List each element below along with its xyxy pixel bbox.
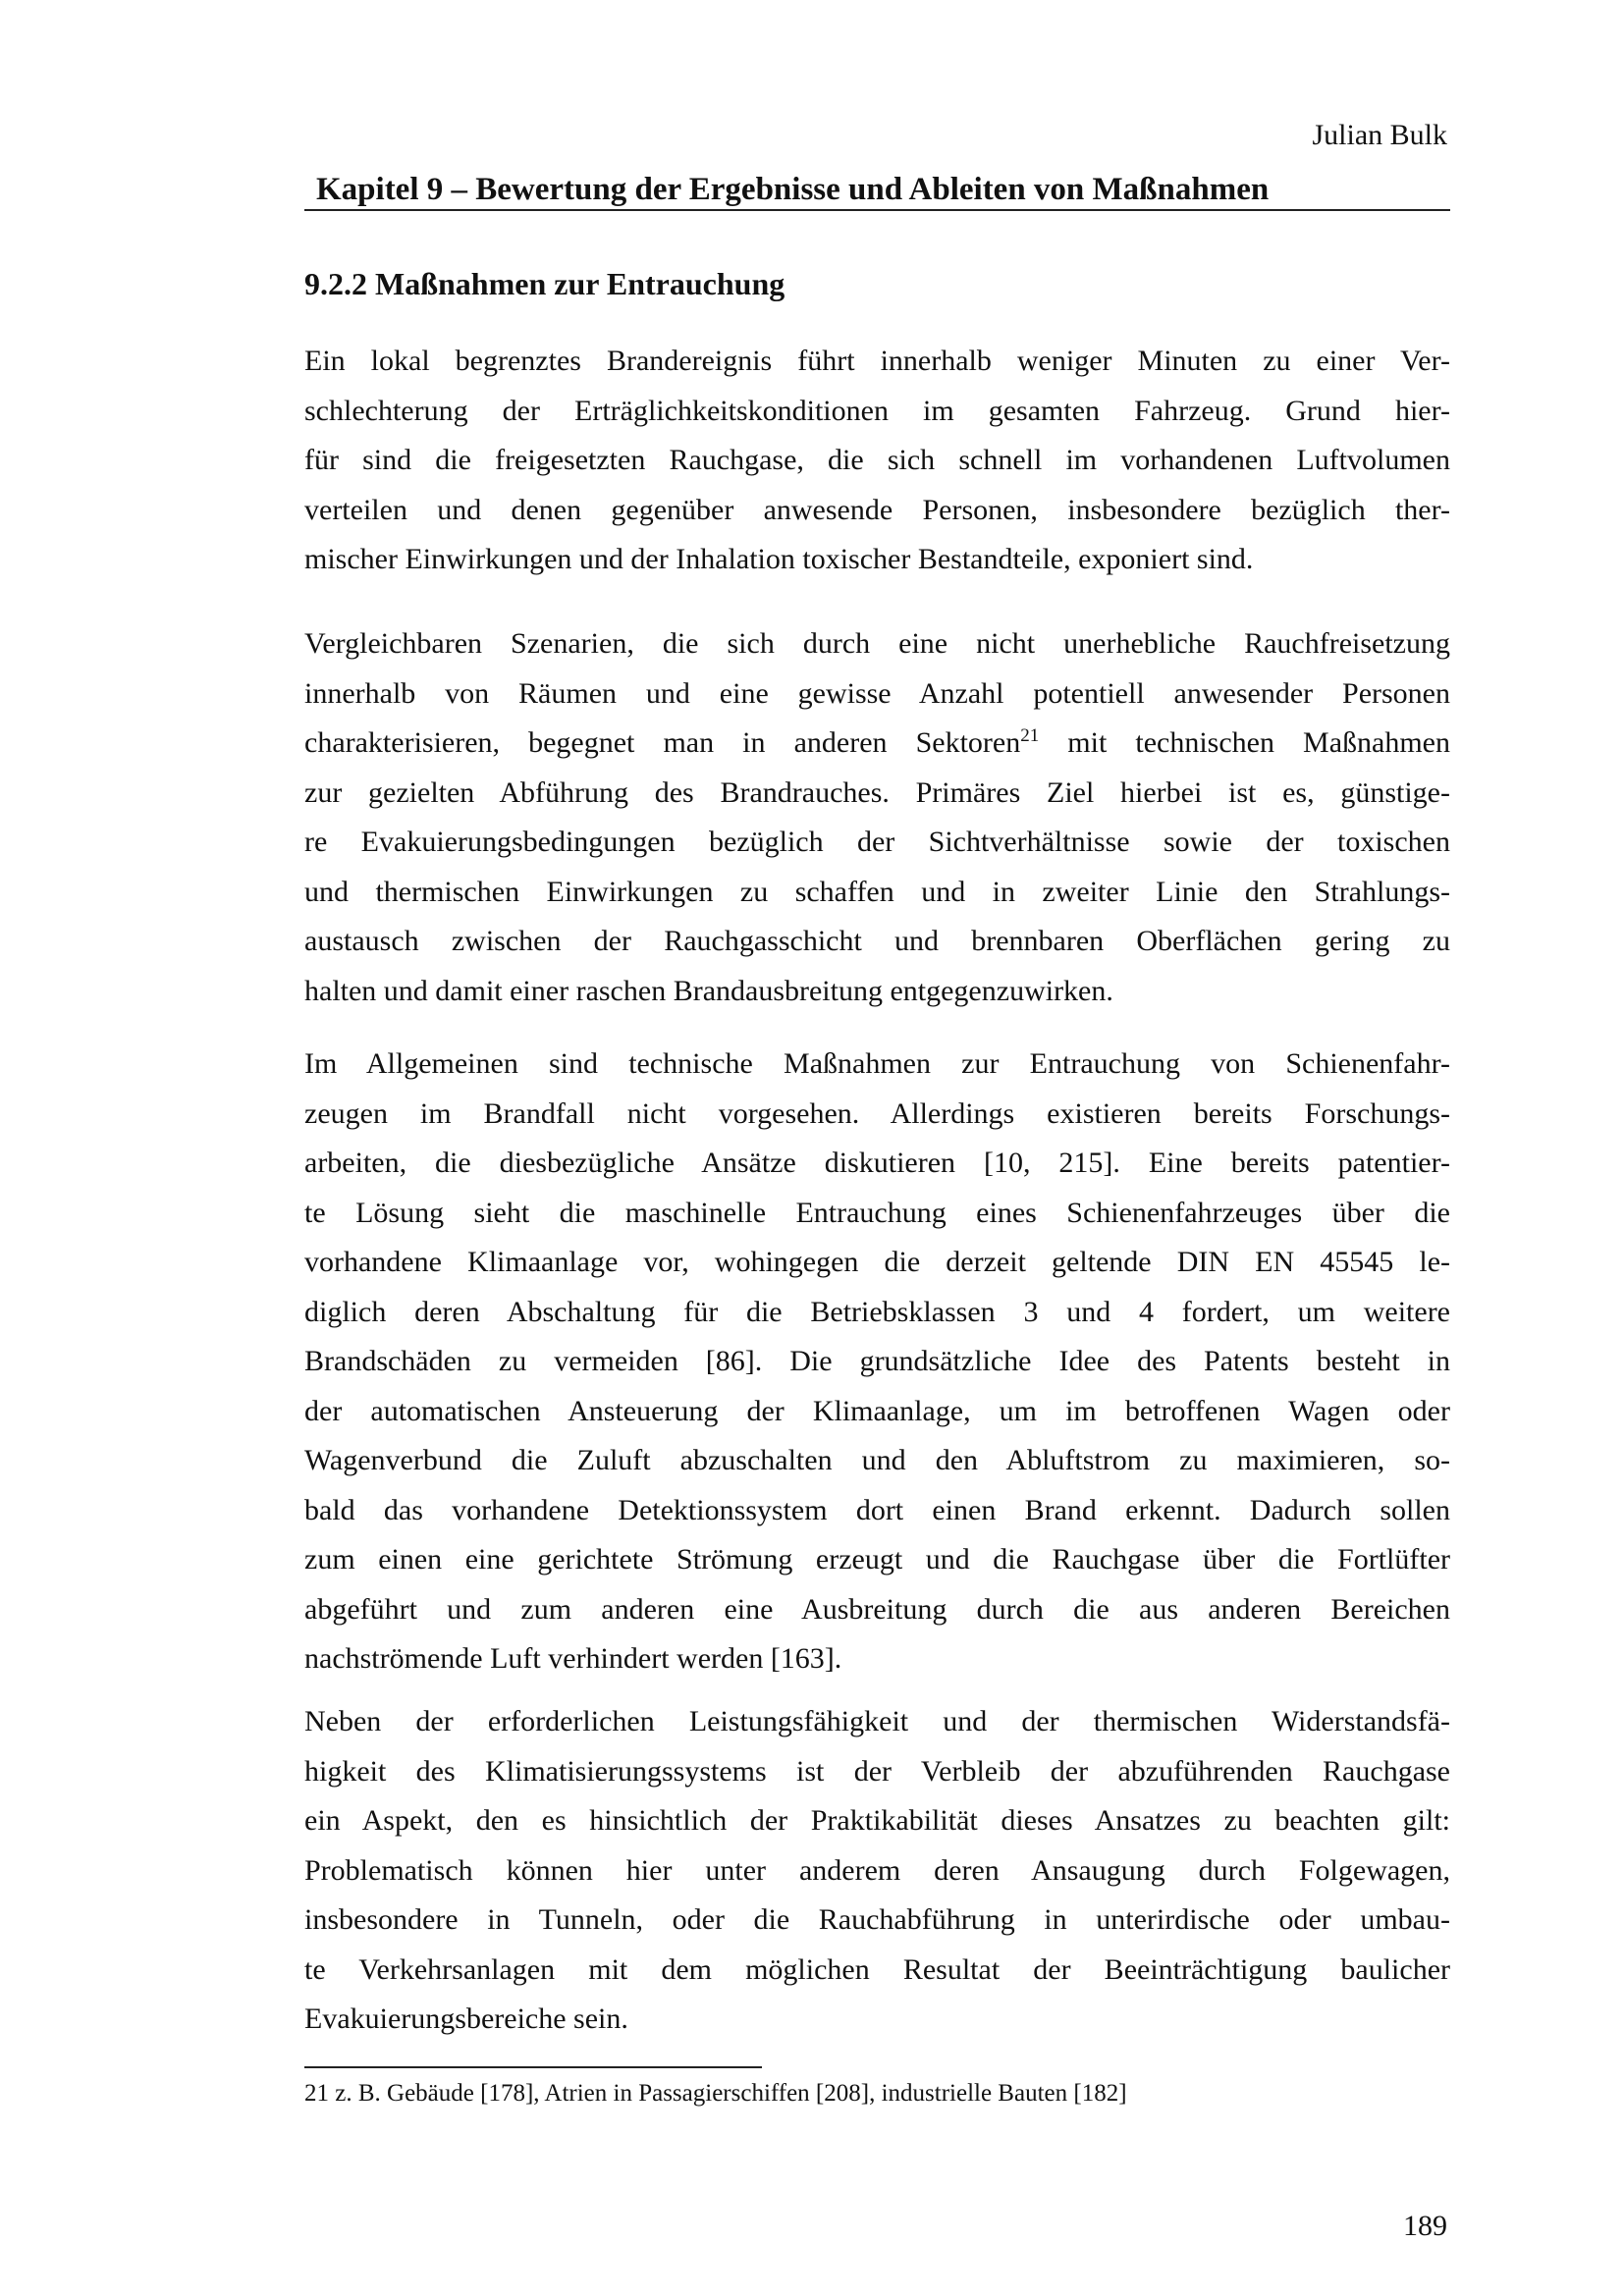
- text-line: halten und damit einer raschen Brandausbreitung entgegenzuwirken.: [304, 974, 1113, 1007]
- text-line: zur gezielten Abführung des Brandrauches. Primäres Ziel hierbei ist es, günstige-: [304, 775, 1450, 809]
- header-rule: [304, 209, 1450, 211]
- text-line: vorhandene Klimaanlage vor, wohingegen die derzeit geltende DIN EN 45545 le-: [304, 1246, 1450, 1278]
- text-line: innerhalb von Räumen und eine gewisse Anzahl potentiell anwesender Personen: [304, 676, 1450, 710]
- text-line: zeugen im Brandfall nicht vorgesehen. Allerdings existieren bereits Forschungs-: [304, 1096, 1450, 1130]
- text-line: Wagenverbund die Zuluft abzuschalten und den Abluftstrom zu maximieren, so-: [304, 1444, 1450, 1476]
- text-line: abgeführt und zum anderen eine Ausbreitung durch die aus anderen Bereichen: [304, 1592, 1450, 1626]
- paragraph: [304, 1697, 1450, 2045]
- text-line: diglich deren Abschaltung für die Betriebsklassen 3 und 4 fordert, um weitere: [304, 1295, 1450, 1328]
- text-line: für sind die freigesetzten Rauchgase, die sich schnell im vorhandenen Luftvolumen: [304, 444, 1450, 476]
- page-number: 189: [1403, 2210, 1447, 2242]
- text-line: insbesondere in Tunneln, oder die Rauchabführung in unterirdische oder umbau-: [304, 1903, 1450, 1936]
- text-line: Evakuierungsbereiche sein.: [304, 2002, 628, 2035]
- text-line: und thermischen Einwirkungen zu schaffen und in zweiter Linie den Strahlungs-: [304, 875, 1450, 908]
- footnote: 21 z. B. Gebäude [178], Atrien in Passagierschiffen [208], industrielle Bauten [182]: [304, 2080, 1127, 2107]
- text-line: austausch zwischen der Rauchgasschicht und brennbaren Oberflächen gering zu: [304, 925, 1450, 957]
- section-heading: 9.2.2 Maßnahmen zur Entrauchung: [304, 266, 785, 301]
- paragraph: [304, 619, 1450, 1016]
- text-line: Brandschäden zu vermeiden [86]. Die grundsätzliche Idee des Patents besteht in: [304, 1345, 1450, 1377]
- text-line: Problematisch können hier unter anderem deren Ansaugung durch Folgewagen,: [304, 1853, 1450, 1887]
- text-line: Ein lokal begrenztes Brandereignis führt innerhalb weniger Minuten zu einer Ver-: [304, 345, 1450, 377]
- text-line: higkeit des Klimatisierungssystems ist der Verbleib der abzuführenden Rauchgase: [304, 1754, 1450, 1788]
- text-line: bald das vorhandene Detektionssystem dort einen Brand erkennt. Dadurch sollen: [304, 1493, 1450, 1526]
- running-header-chapter-title: Kapitel 9 – Bewertung der Ergebnisse und Ableiten von Maßnahmen: [316, 172, 1270, 207]
- text-line: arbeiten, die diesbezügliche Ansätze diskutieren [10, 215]. Eine bereits patentier-: [304, 1147, 1450, 1179]
- paragraph: [304, 1040, 1450, 1684]
- text-line: Neben der erforderlichen Leistungsfähigkeit und der thermischen Widerstandsfä-: [304, 1705, 1450, 1737]
- text-line: Vergleichbaren Szenarien, die sich durch eine nicht unerhebliche Rauchfreisetzung: [304, 627, 1450, 660]
- text-line: ein Aspekt, den es hinsichtlich der Praktikabilität dieses Ansatzes zu beachten gilt:: [304, 1804, 1450, 1837]
- text-line: nachströmende Luft verhindert werden [163].: [304, 1642, 842, 1675]
- text-line: mischer Einwirkungen und der Inhalation toxischer Bestandteile, exponiert sind.: [304, 543, 1254, 575]
- footnote-marker[interactable]: 21: [1020, 725, 1040, 746]
- running-header-author: Julian Bulk: [1312, 119, 1447, 151]
- text-line: zum einen eine gerichtete Strömung erzeugt und die Rauchgase über die Fortlüfter: [304, 1543, 1450, 1575]
- text-segment: mit technischen Maßnahmen: [1039, 726, 1450, 759]
- text-segment: charakterisieren, begegnet man in anderen Sektoren: [304, 726, 1021, 759]
- text-line: der automatischen Ansteuerung der Klimaanlage, um im betroffenen Wagen oder: [304, 1394, 1450, 1427]
- footnote-rule: [304, 2066, 762, 2068]
- text-line: re Evakuierungsbedingungen bezüglich der Sichtverhältnisse sowie der toxischen: [304, 826, 1450, 858]
- text-line: te Lösung sieht die maschinelle Entrauchung eines Schienenfahrzeuges über die: [304, 1196, 1450, 1229]
- text-line: schlechterung der Erträglichkeitskonditionen im gesamten Fahrzeug. Grund hier-: [304, 394, 1450, 427]
- text-line: te Verkehrsanlagen mit dem möglichen Resultat der Beeinträchtigung baulicher: [304, 1952, 1450, 1986]
- text-line: [304, 719, 1450, 769]
- text-line: verteilen und denen gegenüber anwesende Personen, insbesondere bezüglich ther-: [304, 493, 1450, 526]
- paragraph: [304, 337, 1450, 585]
- text-line: Im Allgemeinen sind technische Maßnahmen zur Entrauchung von Schienenfahr-: [304, 1047, 1450, 1080]
